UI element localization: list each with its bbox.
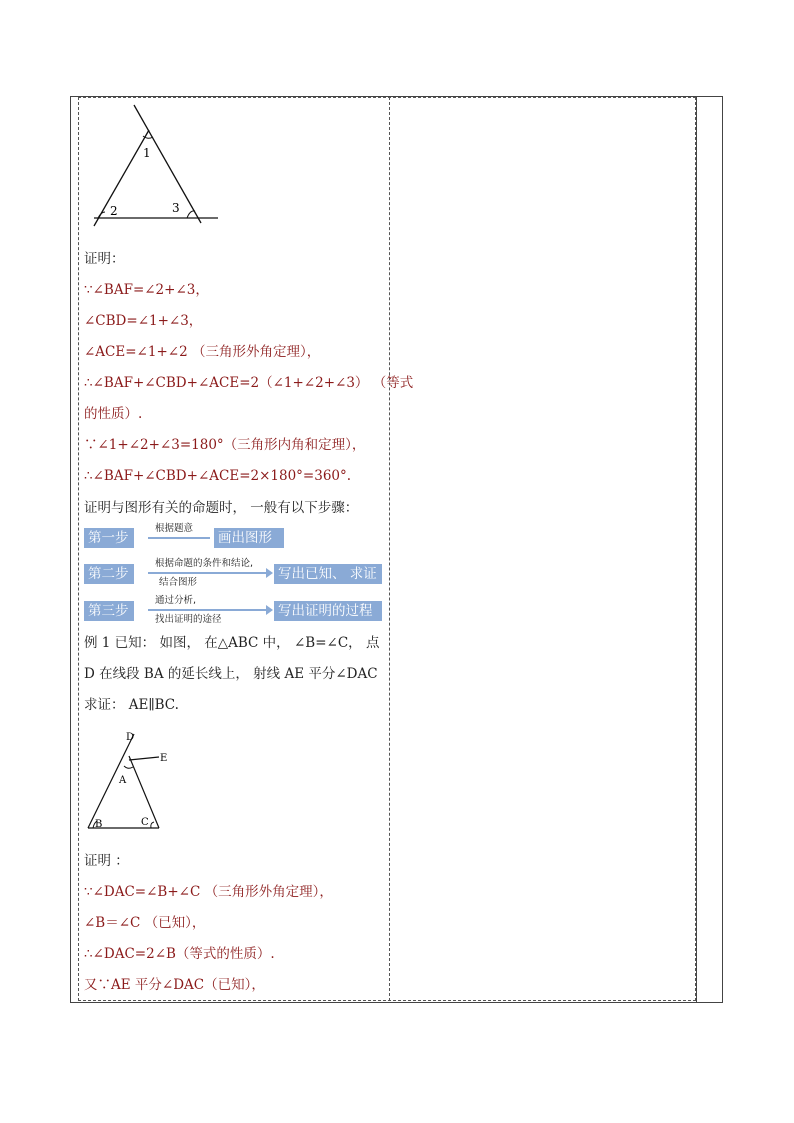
proof1-line: ∠CBD=∠1+∠3， xyxy=(84,313,203,329)
point-label-c: C xyxy=(141,817,149,828)
triangle-bisector-figure xyxy=(84,728,184,832)
example1-line: D 在线段 BA 的延长线上， 射线 AE 平分∠DAC xyxy=(84,666,378,682)
angle-label-2: 2 xyxy=(110,204,118,218)
steps-intro: 证明与图形有关的命题时， 一般有以下步骤： xyxy=(84,500,359,516)
proof1-line: ∠ACE=∠1+∠2 （三角形外角定理）， xyxy=(84,344,321,360)
point-label-e: E xyxy=(160,753,168,764)
proof2-line: ∴∠DAC=2∠B（等式的性质）. xyxy=(84,946,275,962)
step-2-label: 第二步 xyxy=(84,564,134,584)
proof1-line: ∴∠BAF+∠CBD+∠ACE=2（∠1+∠2+∠3） （等式 xyxy=(84,375,414,391)
step-2-arrow-icon xyxy=(266,568,273,578)
angle-label-3: 3 xyxy=(172,201,180,215)
step-3-note: 找出证明的途径 xyxy=(155,614,222,625)
angle-label-1: 1 xyxy=(143,146,151,160)
step-3-connector xyxy=(148,609,266,611)
table-column-divider xyxy=(696,96,697,1003)
point-label-a: A xyxy=(119,775,127,786)
step-2-connector xyxy=(148,572,266,574)
proof1-line: ∵∠1+∠2+∠3=180°（三角形内角和定理）， xyxy=(84,437,366,453)
example1-line: 求证： AE∥BC. xyxy=(84,697,179,713)
proof1-line: ∴∠BAF+∠CBD+∠ACE=2×180°=360°. xyxy=(84,468,352,484)
proof1-line: 的性质）. xyxy=(84,406,143,422)
step-2-result: 写出已知、 求证 xyxy=(274,564,382,584)
proof1-heading: 证明： xyxy=(84,251,125,267)
step-3-arrow-icon xyxy=(266,605,273,615)
step-1-note: 根据题意 xyxy=(155,523,194,534)
step-2-note: 结合图形 xyxy=(159,577,198,588)
proof2-line: ∵∠DAC=∠B+∠C （三角形外角定理）， xyxy=(84,884,333,900)
step-3-note: 通过分析, xyxy=(155,595,197,606)
proof1-line: ∵∠BAF=∠2+∠3， xyxy=(84,282,209,298)
dashed-cell-border xyxy=(78,97,696,1001)
step-1-label: 第一步 xyxy=(84,528,134,548)
step-2-note: 根据命题的条件和结论, xyxy=(155,558,254,569)
dashed-cell-divider xyxy=(389,97,390,1001)
step-3-result: 写出证明的过程 xyxy=(274,601,382,621)
proof2-line: ∠B＝∠C （已知）， xyxy=(84,915,206,931)
proof2-line: 又∵AE 平分∠DAC（已知）， xyxy=(84,977,265,993)
point-label-d: D xyxy=(126,732,135,743)
step-1-result: 画出图形 xyxy=(214,528,284,548)
step-1-connector xyxy=(148,537,210,539)
point-label-b: B xyxy=(95,819,103,830)
example1-line: 例 1 已知： 如图， 在△ABC 中， ∠B=∠C， 点 xyxy=(84,635,380,651)
proof2-heading: 证明 ： xyxy=(84,853,129,869)
step-3-label: 第三步 xyxy=(84,601,134,621)
triangle-exterior-angles-figure xyxy=(84,100,224,230)
